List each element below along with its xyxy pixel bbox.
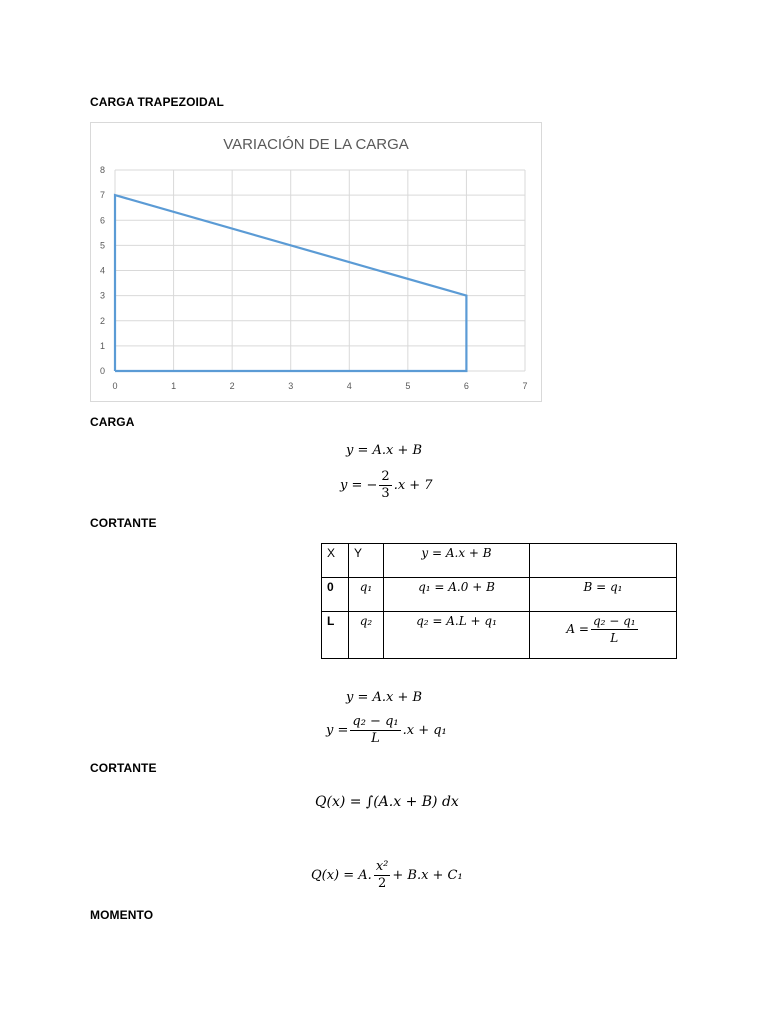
x-tick-label: 6	[463, 381, 469, 391]
a-eq-num: q₂ − q₁	[592, 614, 636, 628]
table-cell: Y	[349, 544, 384, 578]
y-tick-label: 6	[99, 215, 105, 226]
cortante-equation-general: y = A.x + B	[346, 690, 423, 705]
x-tick-label: 5	[405, 381, 411, 391]
table-cell: y = A.x + B	[384, 544, 530, 578]
heading-momento: MOMENTO	[90, 908, 154, 922]
table-cell: q₂	[349, 612, 384, 659]
a-eq-lhs: A =	[566, 622, 589, 636]
cortante-eq-num: q₂ − q₁	[352, 714, 399, 729]
heading-cortante-2: CORTANTE	[90, 761, 157, 775]
heading-carga: CARGA	[90, 415, 135, 429]
table-cell: 0	[322, 578, 349, 612]
heading-carga-trapezoidal: CARGA TRAPEZOIDAL	[90, 95, 224, 109]
q-result-num: x²	[375, 859, 389, 874]
x-tick-label: 0	[112, 381, 118, 391]
y-tick-label: 4	[99, 265, 105, 276]
q-result-den: 2	[377, 876, 387, 891]
a-eq-fraction	[591, 614, 638, 645]
q-result-fraction	[374, 860, 391, 891]
table-row	[322, 544, 677, 578]
heading-cortante-1: CORTANTE	[90, 516, 157, 530]
carga-eq-num: 2	[381, 469, 390, 484]
y-tick-label: 3	[99, 290, 105, 301]
carga-eq-den: 3	[381, 486, 390, 501]
x-tick-label: 4	[346, 381, 352, 391]
y-tick-label: 2	[99, 315, 105, 326]
chart-container	[90, 122, 542, 402]
load-variation-chart	[91, 123, 541, 401]
y-tick-label: 7	[99, 190, 105, 201]
x-tick-label: 2	[229, 381, 235, 391]
y-tick-label: 8	[99, 165, 105, 175]
y-tick-label: 0	[99, 366, 105, 376]
table-cell: q₁ = A.0 + B	[384, 578, 530, 612]
chart-title: VARIACIÓN DE LA CARGA	[223, 136, 409, 153]
carga-eq-rhs: .x + 7	[393, 478, 433, 493]
table-row	[322, 612, 677, 659]
table-cell-fraction	[530, 612, 677, 659]
cortante-equation-specific	[326, 715, 447, 746]
cortante-eq-rhs: .x + q₁	[402, 723, 447, 738]
coefficients-table	[321, 543, 677, 659]
carga-equation-specific	[340, 470, 433, 501]
table-row	[322, 578, 677, 612]
cortante-eq-den: L	[371, 731, 380, 746]
table-cell: L	[322, 612, 349, 659]
x-tick-label: 3	[288, 381, 294, 391]
shear-result-equation	[311, 860, 463, 891]
x-tick-label: 7	[522, 381, 528, 391]
table-cell: q₁	[349, 578, 384, 612]
y-tick-label: 5	[99, 240, 105, 251]
table-cell	[530, 544, 677, 578]
table-cell: B = q₁	[530, 578, 677, 612]
carga-eq-lhs: y = −	[340, 478, 378, 493]
q-result-rhs: + B.x + C₁	[392, 868, 463, 883]
a-eq-den: L	[610, 631, 619, 645]
table-cell: q₂ = A.L + q₁	[384, 612, 530, 659]
q-result-lhs: Q(x) = A.	[311, 868, 372, 883]
cortante-eq-lhs: y =	[326, 723, 349, 738]
carga-eq-fraction	[379, 470, 391, 501]
table-cell: X	[322, 544, 349, 578]
carga-equation-general: y = A.x + B	[346, 443, 423, 458]
x-tick-label: 1	[171, 381, 177, 391]
y-tick-label: 1	[99, 340, 105, 351]
cortante-eq-fraction	[350, 715, 400, 746]
shear-integral-equation: Q(x) = ∫(A.x + B) dx	[315, 794, 459, 810]
